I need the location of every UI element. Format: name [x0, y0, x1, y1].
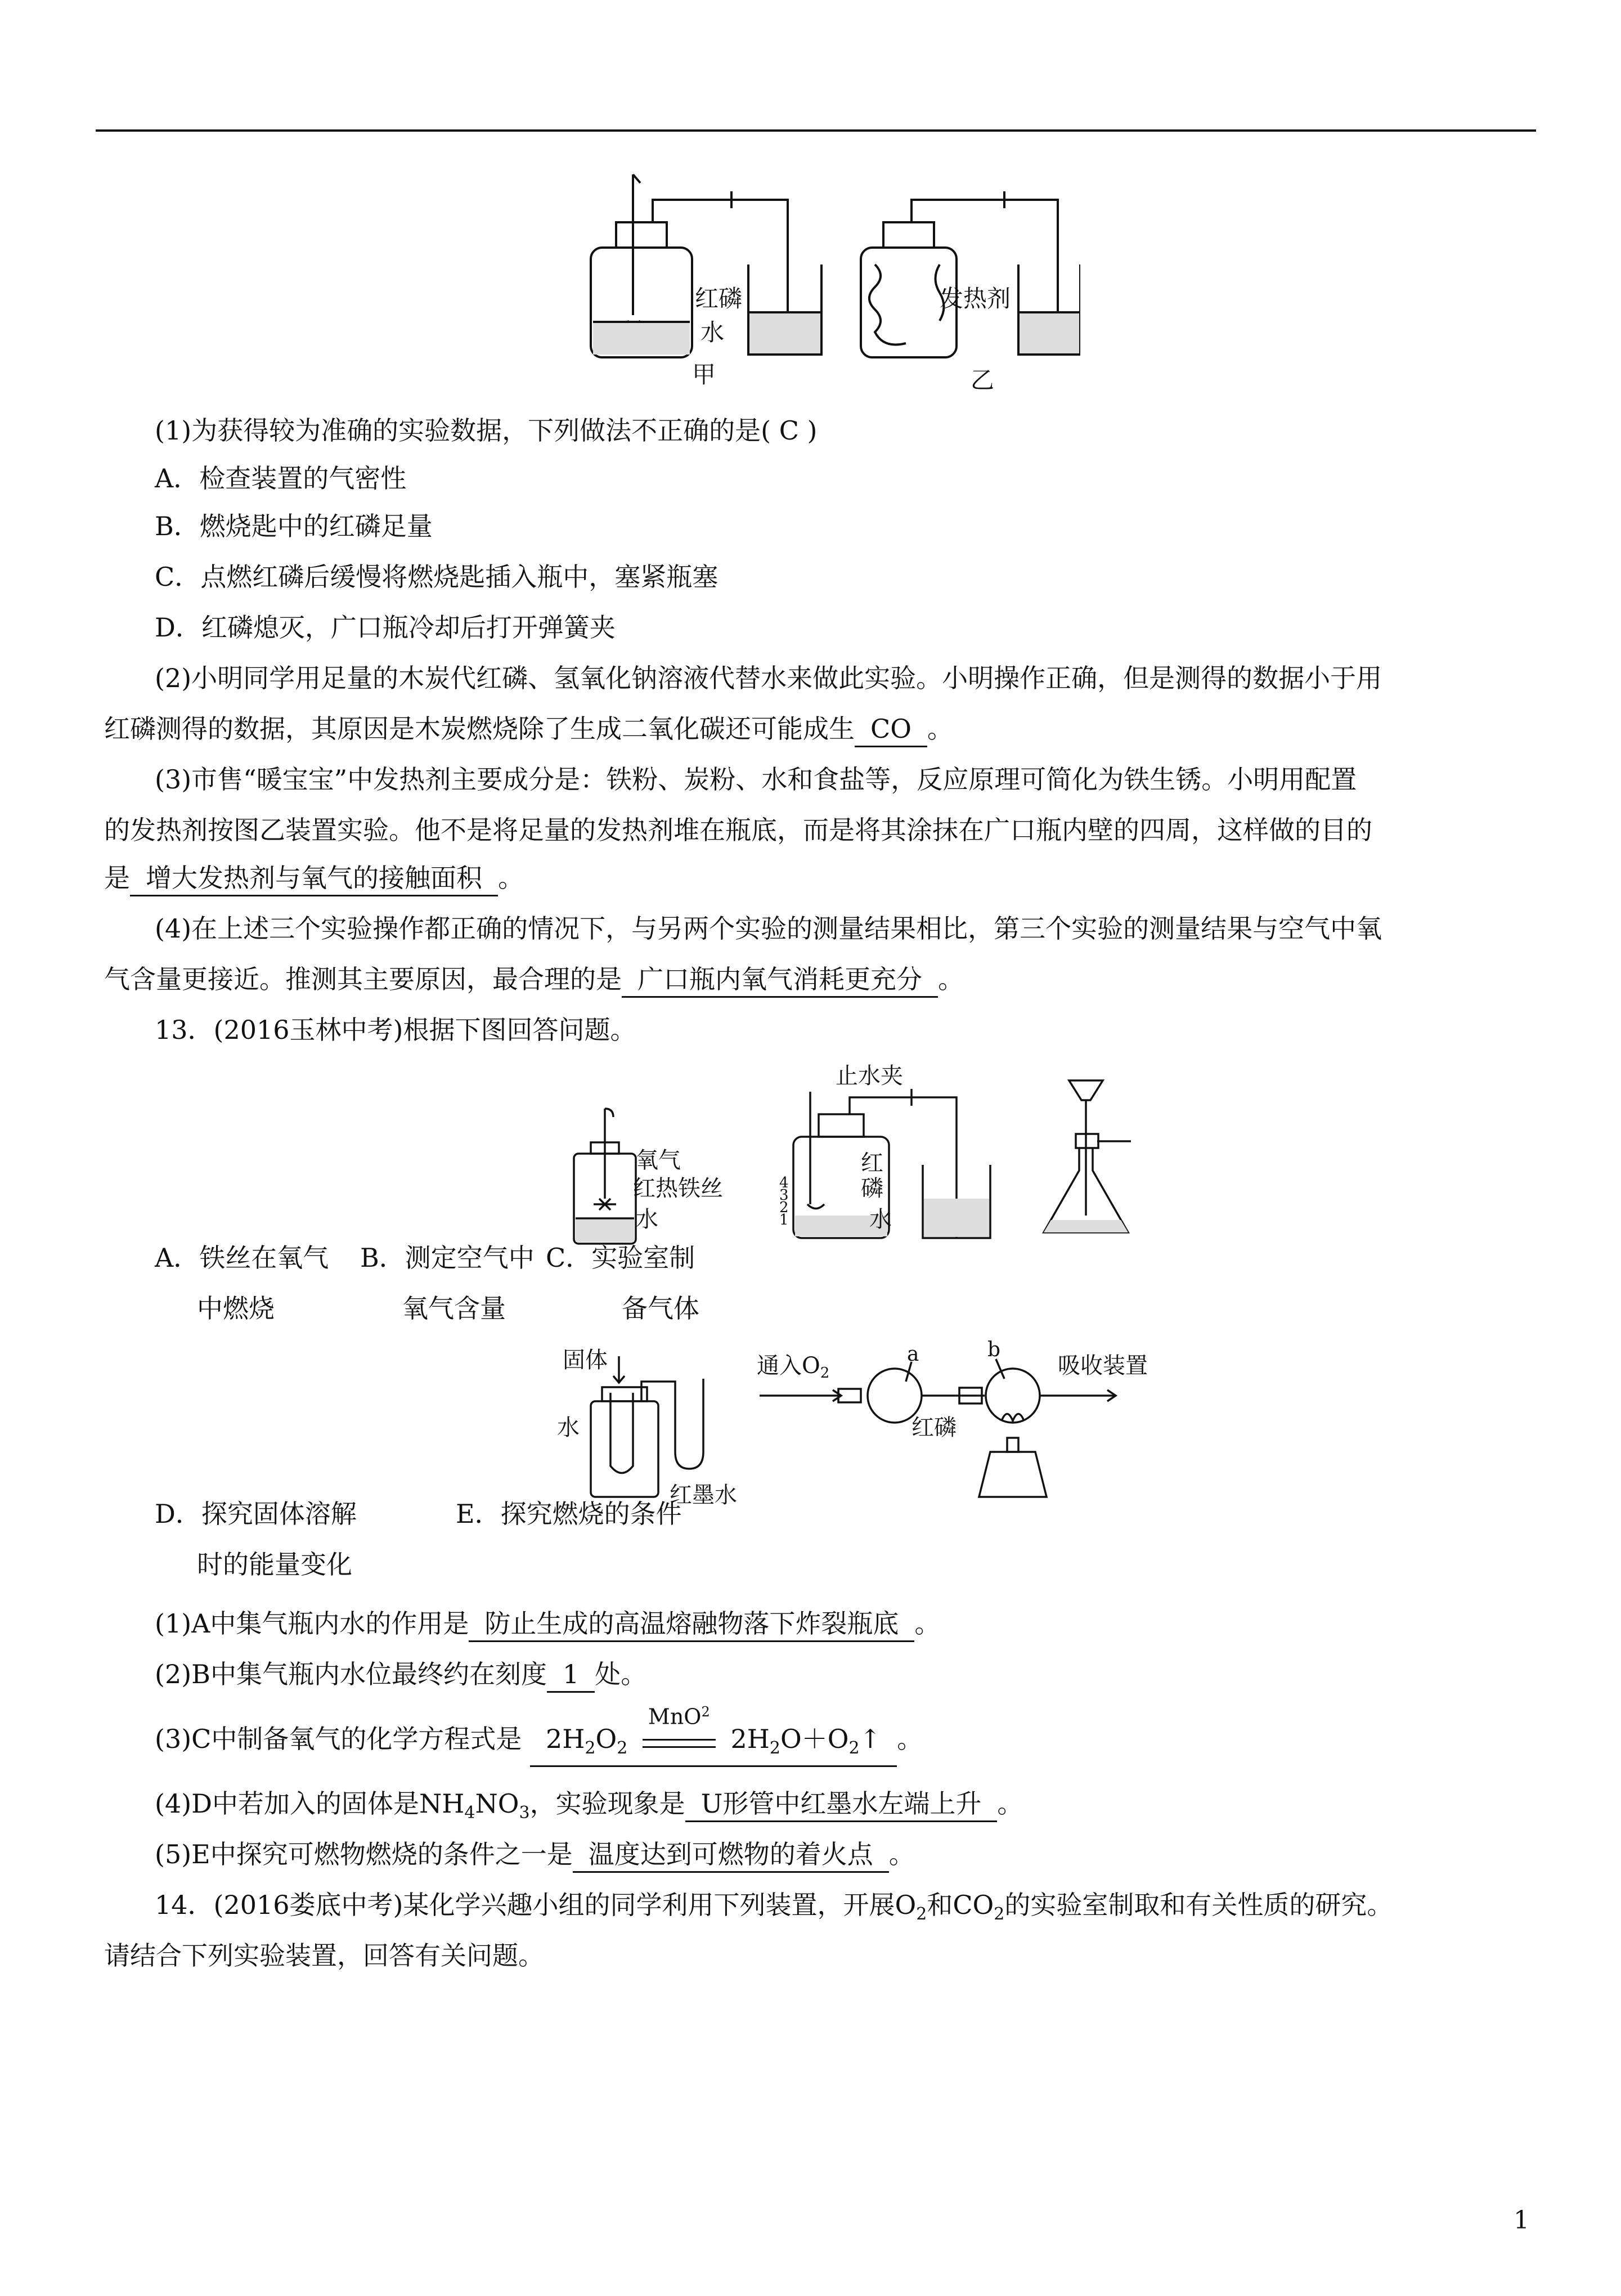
- q13-caption-e: E．探究燃烧的条件: [456, 1499, 682, 1529]
- q13-answer-1: (1)A中集气瓶内水的作用是 防止生成的高温熔融物落下炸裂瓶底 。: [155, 1607, 1595, 1642]
- q13-answer-3: (3)C中制备氧气的化学方程式是 $2H_2O_2$ MnO$^2$ $2H_2O+O_2↑$。: [155, 1722, 1595, 1767]
- q13-answer-5: (5)E中探究可燃物燃烧的条件之一是 温度达到可燃物的着火点 。: [155, 1837, 1595, 1873]
- q14-line2: 请结合下列实验装置，回答有关问题。: [104, 1940, 544, 1971]
- q12-part2-answer: CO: [855, 712, 927, 747]
- label-b: b: [987, 1339, 1001, 1361]
- scale-3: 3: [779, 1187, 789, 1204]
- q12-part3-line1: (3)市售“暖宝宝”中发热剂主要成分是：铁粉、炭粉、水和食盐等，反应原理可简化为铁生锈。小明用配置: [155, 764, 1357, 795]
- label-a: a: [907, 1343, 919, 1366]
- label-red-b2: 磷: [861, 1176, 883, 1201]
- q12-option-d: D．红磷熄灭，广口瓶冷却后打开弹簧夹: [155, 612, 616, 643]
- q13-answer-2: (2)B中集气瓶内水位最终约在刻度 1 处。: [155, 1657, 1595, 1693]
- q13-caption-d2: 时的能量变化: [197, 1549, 352, 1580]
- q12-part4-answer: 广口瓶内氧气消耗更充分: [622, 962, 938, 998]
- label-hot-iron-wire: 红热铁丝: [633, 1176, 723, 1201]
- figure-d-dissolving: [557, 1339, 771, 1508]
- q12-part2-line2: 红磷测得的数据，其原因是木炭燃烧除了生成二氧化碳还可能成生 CO 。: [104, 712, 1544, 747]
- label-red-b1: 红: [861, 1150, 883, 1176]
- q12-part4-line2: 气含量更接近。推测其主要原因，最合理的是 广口瓶内氧气消耗更充分 。: [104, 962, 1544, 998]
- q14-line1: 14．(2016娄底中考)某化学兴趣小组的同学利用下列装置，开展$O_2$和$CO_2$的实验室制取和有关性质的研究。: [155, 1890, 1393, 1925]
- q13-answer-3-equation: $2H_2O_2$ MnO$^2$ $2H_2O+O_2↑$: [530, 1722, 897, 1767]
- label-oxygen: 氧气: [636, 1147, 681, 1173]
- label-water-clamp: 止水夹: [836, 1063, 903, 1089]
- q13-answer-4-blank: U形管中红墨水左端上升: [685, 1787, 998, 1822]
- q12-option-c: C．点燃红磷后缓慢将燃烧匙插入瓶中，塞紧瓶塞: [155, 562, 719, 592]
- q12-part2-line1: (2)小明同学用足量的木炭代红磷、氢氧化钠溶液代替水来做此实验。小明操作正确，但是测得的数据小于用: [155, 663, 1382, 693]
- scale-4: 4: [779, 1174, 789, 1191]
- q13-caption-b: B．测定空气中: [360, 1243, 535, 1273]
- label-jia: 甲: [692, 361, 716, 388]
- q13-answer-5-blank: 温度达到可燃物的着火点: [573, 1837, 889, 1873]
- figure-jia-yi: [574, 169, 1080, 394]
- label-red-p-e: 红磷: [911, 1415, 957, 1441]
- label-inlet-o2: 通入$O_2$: [757, 1353, 830, 1382]
- q12-part3-line3: 是 增大发热剂与氧气的接触面积 。: [104, 861, 1544, 896]
- figure-a-iron-wire: [568, 1103, 748, 1249]
- page-number: 1: [1514, 2206, 1529, 2235]
- q12-part4-line1: (4)在上述三个实验操作都正确的情况下，与另两个实验的测量结果相比，第三个实验的测量结果与空气中氧: [155, 913, 1382, 944]
- q13-answer-4: (4)D中若加入的固体是$NH_4NO_3$，实验现象是 U形管中红墨水左端上升 。: [155, 1787, 1595, 1830]
- q12-part3-answer: 增大发热剂与氧气的接触面积: [130, 861, 498, 896]
- top-rule: [96, 129, 1536, 132]
- label-red-ink: 红墨水: [670, 1482, 737, 1508]
- q13-caption-d: D．探究固体溶解: [155, 1499, 357, 1529]
- scale-1: 1: [779, 1212, 789, 1228]
- label-water-a: 水: [636, 1207, 658, 1232]
- label-water-d: 水: [557, 1415, 580, 1441]
- q12-part1: (1)为获得较为准确的实验数据，下列做法不正确的是( C ): [155, 415, 818, 446]
- label-solid: 固体: [563, 1347, 608, 1373]
- q13-answer-2-blank: 1: [547, 1657, 595, 1693]
- label-red-p: 红磷: [695, 285, 743, 312]
- figure-e-combustion: [754, 1339, 1193, 1503]
- figure-c-flask: [1035, 1075, 1148, 1244]
- q12-part3-line2: 的发热剂按图乙装置实验。他不是将足量的发热剂堆在瓶底，而是将其涂抹在广口瓶内壁的四周，这样做的目的: [104, 815, 1372, 845]
- label-water: 水: [701, 319, 725, 346]
- q12-option-b: B．燃烧匙中的红磷足量: [155, 511, 433, 541]
- q13-caption-c2: 备气体: [622, 1293, 699, 1324]
- label-absorb-device: 吸收装置: [1058, 1353, 1148, 1379]
- q13-caption-a: A．铁丝在氧气: [155, 1243, 329, 1273]
- q13-caption-b2: 氧气含量: [402, 1293, 506, 1324]
- q13-caption-c: C．实验室制: [546, 1243, 695, 1273]
- q12-option-a: A．检查装置的气密性: [155, 463, 407, 494]
- q13-answer-1-blank: 防止生成的高温熔融物落下炸裂瓶底: [469, 1607, 914, 1642]
- label-water-b: 水: [869, 1207, 892, 1232]
- scale-2: 2: [779, 1199, 789, 1216]
- label-heat-agent: 发热剂: [940, 285, 1011, 312]
- q13-caption-a2: 中燃烧: [197, 1293, 275, 1324]
- q13-title: 13．(2016玉林中考)根据下图回答问题。: [155, 1015, 636, 1045]
- label-yi: 乙: [971, 366, 995, 394]
- catalyst-label: MnO$^2$: [648, 1704, 710, 1729]
